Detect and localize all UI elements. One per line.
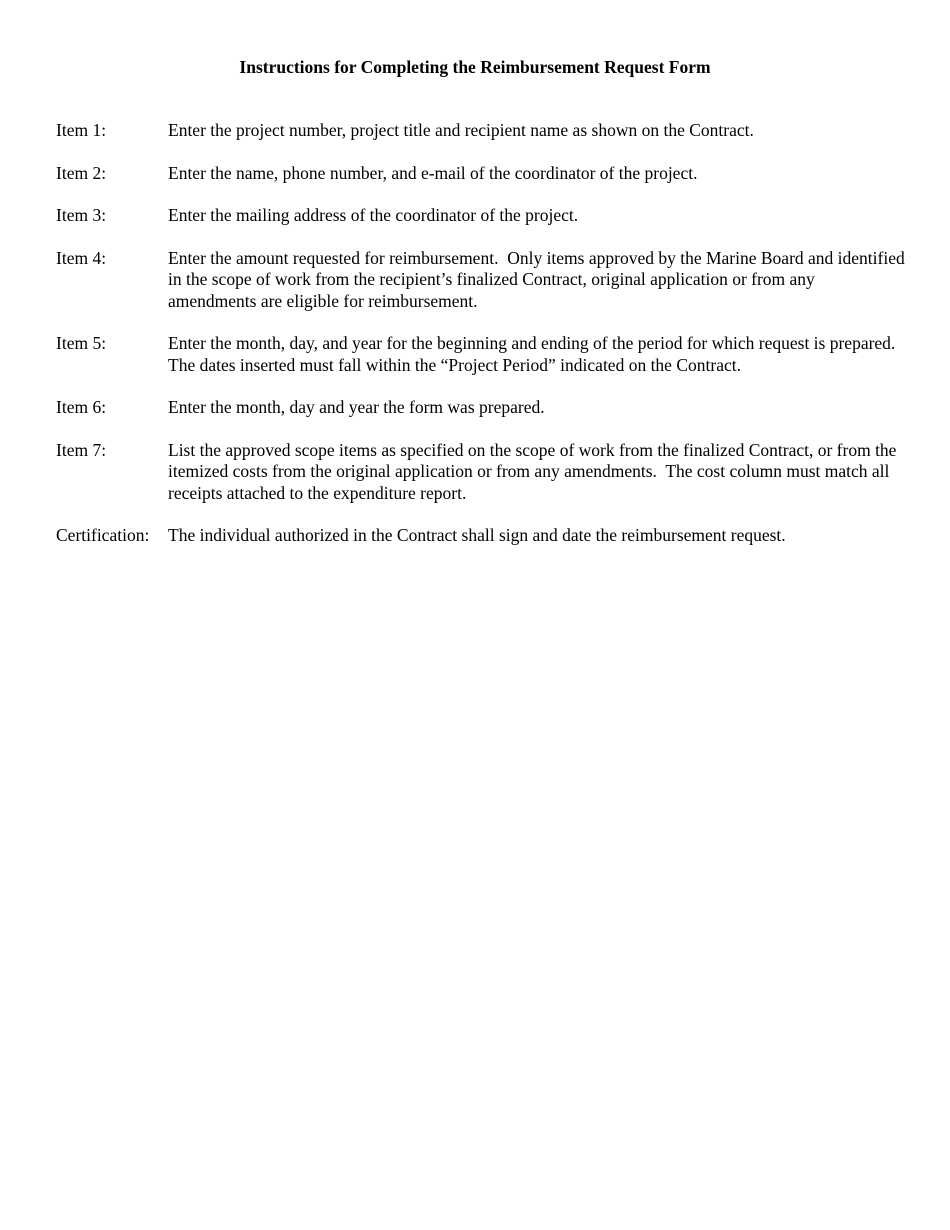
item-text: List the approved scope items as specified on the scope of work from the finalized Contract, or from the itemized costs from the original application or from any amendments. The cost column must match all receipts attached to the expenditure report.	[168, 439, 901, 503]
item-text: Enter the project number, project title and recipient name as shown on the Contract.	[168, 120, 754, 140]
instruction-item-3	[56, 205, 906, 227]
item-text: Enter the mailing address of the coordinator of the project.	[168, 205, 579, 225]
item-label: Item 2:	[56, 162, 107, 183]
instruction-item-2	[56, 163, 906, 185]
page-title: Instructions for Completing the Reimbursement Request Form	[239, 57, 711, 77]
instruction-item-7	[56, 440, 906, 505]
item-label: Certification:	[56, 525, 150, 545]
instruction-item-5	[56, 333, 906, 376]
instruction-item-4	[56, 247, 910, 313]
item-label: Item 5:	[56, 333, 107, 353]
item-text: Enter the amount requested for reimbursement. Only items approved by the Marine Board and identified in the scope of work from the recipient’s finalized Contract, original application or from any amendments are eligible for reimbursement.	[168, 247, 910, 311]
item-label: Item 7:	[56, 439, 107, 460]
item-label: Item 3:	[56, 205, 107, 225]
instruction-item-1	[56, 120, 906, 142]
instruction-item-certification	[56, 525, 906, 547]
item-text: Enter the name, phone number, and e-mail of the coordinator of the project.	[168, 162, 698, 183]
item-text: The individual authorized in the Contract shall sign and date the reimbursement request.	[168, 525, 786, 545]
instruction-item-6	[56, 397, 906, 419]
item-label: Item 1:	[56, 120, 107, 140]
item-text: Enter the month, day and year the form was prepared.	[168, 397, 545, 417]
instruction-list	[56, 120, 910, 568]
item-label: Item 6:	[56, 397, 107, 417]
item-label: Item 4:	[56, 247, 107, 268]
item-text: Enter the month, day, and year for the beginning and ending of the period for which request is prepared. The dates inserted must fall within the “Project Period” indicated on the Contract.	[168, 333, 904, 375]
